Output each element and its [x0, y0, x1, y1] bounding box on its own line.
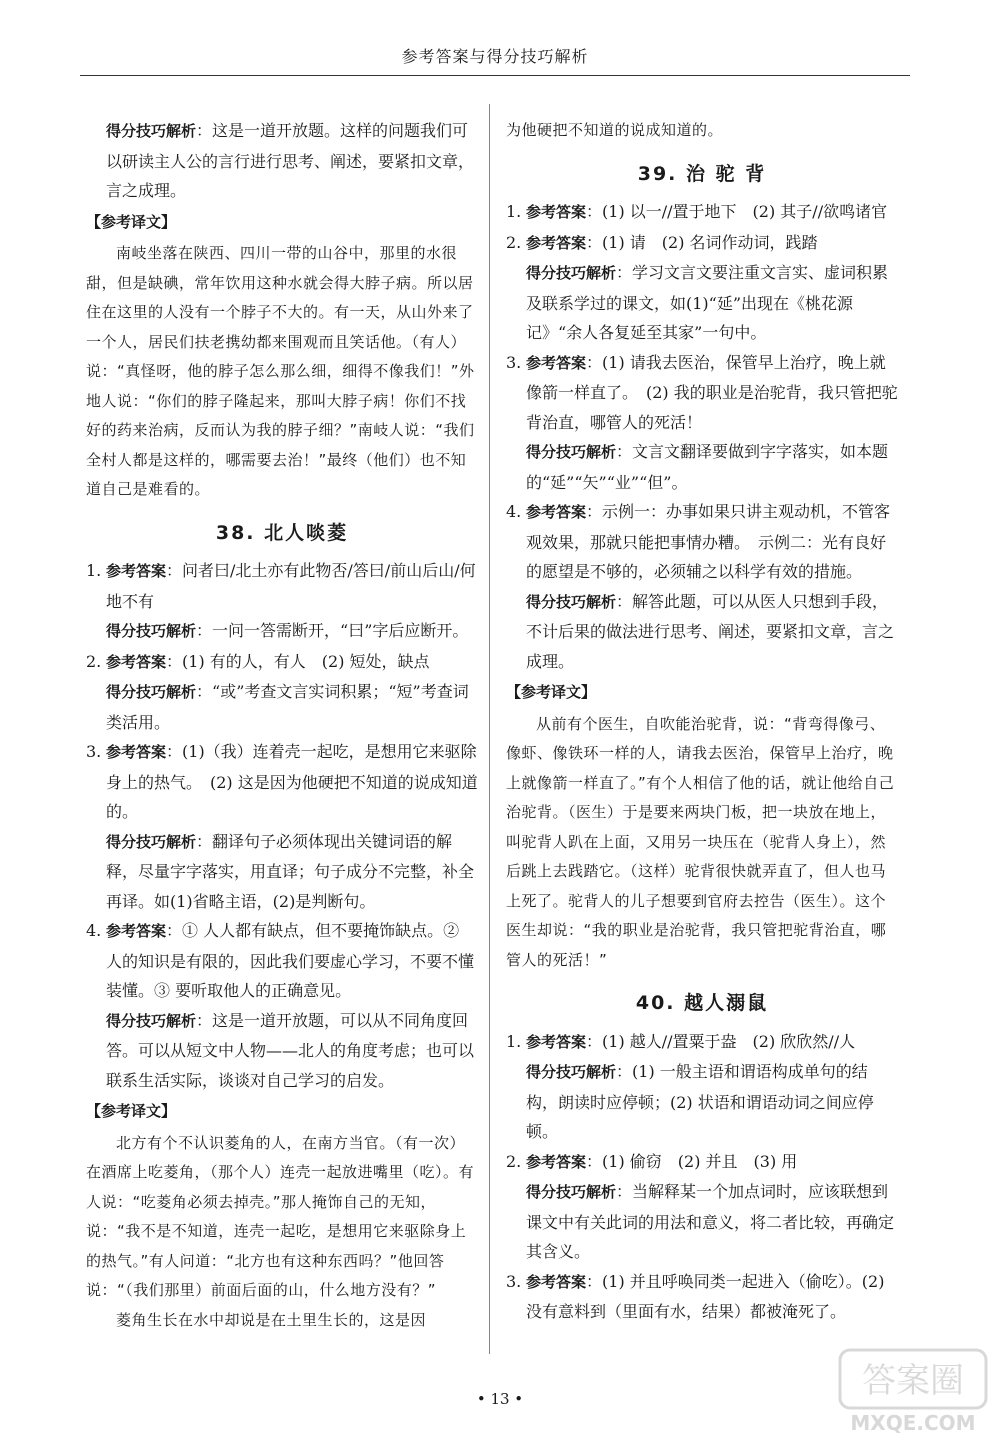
watermark-icon [838, 1348, 988, 1438]
translation-text: 从前有个医生，自吹能治驼背，说：“背弯得像弓、像虾、像铁环一样的人，请我去医治，保管早上治疗，晚上就像箭一样直了。”有个人相信了他的话，就让他给自己治驼背。（医生）于是要来两块门板，把一块放在地上，叫驼背人趴在上面，又用另一块压在（驼背人身上），然后跳上去践踏它。（这样）驼背很快就弄直了，但人也马上死了。驼背人的儿子想要到官府去控告（医生）。这个医生却说：“我的职业是治驼背，我只管把驼背治直，哪管人的死活！” [506, 714, 895, 969]
answer-label: 参考答案 [526, 203, 587, 221]
answer-text: ：(1)（我）连着壳一起吃，是想用它来驱除身上的热气。 (2) 这是因为他硬把不知道的说成知道的。 [106, 742, 478, 821]
answer-text: ：(1) 越人//置粟于盎 (2) 欣欣然//人 [586, 1031, 856, 1051]
answer-label: 参考答案 [526, 353, 587, 372]
analysis-label: 得分技巧解析 [526, 264, 617, 282]
analysis-text: ：这是一道开放题，可以从不同角度回答。可以从短文中人物——北人的角度考虑；也可以联系生活实际，谈谈对自己学习的启发。 [106, 1010, 475, 1090]
question-number: 3. [506, 1271, 522, 1291]
intro-analysis [86, 116, 478, 206]
section-title-39: 39. 治 驼 背 [637, 162, 767, 185]
analysis-text: ：“或”考查文言实词积累；“短”考查词类活用。 [106, 682, 469, 732]
answer-text: ：示例一：办事如果只讲主观动机，不管客观效果，那就只能把事情办糟。 示例二：光有良好的愿望是不够的，必须辅之以科学有效的措施。 [526, 502, 891, 581]
page-number: • 13 • [476, 1390, 524, 1408]
question-38-3 [86, 737, 478, 916]
answer-label: 参考答案 [526, 1272, 587, 1291]
section-title-38: 38. 北人啖菱 [215, 521, 349, 544]
analysis-label: 得分技巧解析 [106, 1011, 197, 1030]
analysis-text: ：(1) 一般主语和谓语构成单句的结构，朗读时应停顿；(2) 状语和谓语动词之间应停顿。 [526, 1062, 874, 1141]
left-column [86, 116, 478, 1335]
question-40-1 [506, 1027, 898, 1147]
question-38-1 [86, 556, 478, 647]
answer-label: 参考答案 [106, 743, 167, 761]
translation-label: 【参考译文】 [86, 212, 177, 231]
question-38-2 [86, 647, 478, 738]
question-number: 1. [506, 202, 522, 221]
translation-label: 【参考译文】 [506, 683, 597, 701]
question-38-4 [86, 916, 478, 1095]
translation-text: 北方有个不认识菱角的人，在南方当官。（有一次）在酒席上吃菱角，（那个人）连壳一起放进嘴里（吃）。有人说：“吃菱角必须去掉壳。”那人掩饰自己的无知，说：“我不是不知道，连壳一起吃，是想用它来驱除身上的热气。”有人问道：“北方也有这种东西吗？”他回答说：“（我们那里）前面后面的山，什么地方没有？” [86, 1133, 475, 1299]
svg-text:MXQE.COM: MXQE.COM [850, 1411, 976, 1435]
question-number: 4. [86, 921, 102, 940]
analysis-text: ：解答此题，可以从医人只想到手段，不计后果的做法进行思考、阐述，要紧扣文章，言之成理。 [526, 591, 895, 671]
answer-text: ：(1) 并且呼唤同类一起进入（偷吃）。(2) 没有意料到（里面有水，结果）都被淹死了。 [526, 1271, 885, 1321]
question-number: 1. [86, 561, 102, 580]
question-number: 1. [506, 1031, 522, 1051]
answer-label: 参考答案 [526, 1152, 587, 1171]
right-column [506, 116, 898, 1327]
analysis-label: 得分技巧解析 [106, 622, 197, 640]
question-39-4 [506, 497, 898, 676]
answer-text: ：① 人人都有缺点，但不要掩饰缺点。② 人的知识是有限的，因此我们要虚心学习，不要不懂装懂。③ 要听取他人的正确意见。 [106, 921, 475, 1000]
question-39-3 [506, 348, 898, 498]
translation-text: 南岐坐落在陕西、四川一带的山谷中，那里的水很甜，但是缺碘，常年饮用这种水就会得大脖子病。所以居住在这里的人没有一个脖子不大的。有一天，从山外来了一个人，居民们扶老携幼都来围观而且笑话他。（有人）说：“真怪呀，他的脖子怎么那么细，细得不像我们！”外地人说：“你们的脖子隆起来，那叫大脖子病！你们不找好的药来治病，反而认为我的脖子细？”南岐人说：“我们全村人都是这样的，哪需要去治！”最终（他们）也不知道自己是难看的。 [86, 244, 475, 498]
answer-text: ：(1) 有的人，有人 (2) 短处，缺点 [166, 651, 430, 671]
translation-text-continued: 菱角生长在水中却说是在土里生长的，这是因 [116, 1310, 427, 1329]
question-40-2 [506, 1147, 898, 1267]
translation-continuation: 为他硬把不知道的说成知道的。 [506, 121, 724, 139]
analysis-label: 得分技巧解析 [526, 1063, 617, 1081]
answer-label: 参考答案 [106, 922, 167, 940]
answer-label: 参考答案 [526, 503, 587, 521]
answer-text: ：(1) 偷窃 (2) 并且 (3) 用 [586, 1151, 798, 1171]
section-title-40: 40. 越人溺鼠 [635, 992, 769, 1014]
question-number: 3. [506, 352, 522, 372]
question-number: 3. [86, 742, 102, 761]
answer-text: ：问者曰/北土亦有此物否/答曰/前山后山/何地不有 [106, 561, 476, 611]
analysis-text: ：这是一道开放题。这样的问题我们可以研读主人公的言行进行思考、阐述，要紧扣文章，言之成理。 [106, 121, 475, 200]
analysis-label: 得分技巧解析 [106, 832, 197, 851]
question-39-2 [506, 228, 898, 348]
answer-label: 参考答案 [106, 652, 167, 671]
column-divider [489, 104, 490, 1354]
analysis-text: ：当解释某一个加点词时，应该联想到课文中有关此词的用法和意义，将二者比较，再确定其含义。 [526, 1182, 895, 1261]
answer-label: 参考答案 [526, 233, 587, 252]
analysis-text: ：学习文言文要注重文言实、虚词积累及联系学过的课文，如(1)“延”出现在《桃花源记》“余人各复延至其家”一句中。 [526, 263, 889, 342]
analysis-label: 得分技巧解析 [526, 1183, 617, 1201]
svg-text:答案圈: 答案圈 [862, 1361, 964, 1401]
question-number: 4. [506, 502, 522, 521]
analysis-label: 得分技巧解析 [106, 683, 197, 701]
analysis-label: 得分技巧解析 [526, 592, 617, 611]
answer-label: 参考答案 [106, 562, 167, 580]
question-40-3 [506, 1267, 898, 1327]
analysis-label: 得分技巧解析 [106, 122, 197, 140]
question-number: 2. [506, 232, 522, 252]
analysis-text: ：一问一答需断开，“曰”字后应断开。 [196, 621, 469, 640]
analysis-label: 得分技巧解析 [526, 443, 617, 461]
question-number: 2. [86, 651, 102, 671]
answer-text: ：(1) 请 (2) 名词作动词，践踏 [586, 232, 818, 252]
page-header-title: 参考答案与得分技巧解析 [401, 47, 589, 66]
watermark-logo [838, 1348, 988, 1438]
page-header [80, 44, 910, 76]
question-39-1 [506, 197, 898, 228]
answer-text: ：(1) 以一//置于地下 (2) 其子//欲鸣诸官 [586, 202, 888, 221]
analysis-text: ：翻译句子必须体现出关键词语的解释，尽量字字落实，用直译；句子成分不完整，补全再译。如(1)省略主语，(2)是判断句。 [106, 831, 475, 911]
translation-label: 【参考译文】 [86, 1102, 177, 1120]
answer-text: ：(1) 请我去医治，保管早上治疗，晚上就像箭一样直了。 (2) 我的职业是治驼背，我只管把驼背治直，哪管人的死活！ [526, 352, 898, 432]
analysis-text: ：文言文翻译要做到字字落实，如本题的“延”“矢”“业”“但”。 [526, 442, 889, 492]
question-number: 2. [506, 1151, 522, 1171]
answer-label: 参考答案 [526, 1032, 587, 1051]
